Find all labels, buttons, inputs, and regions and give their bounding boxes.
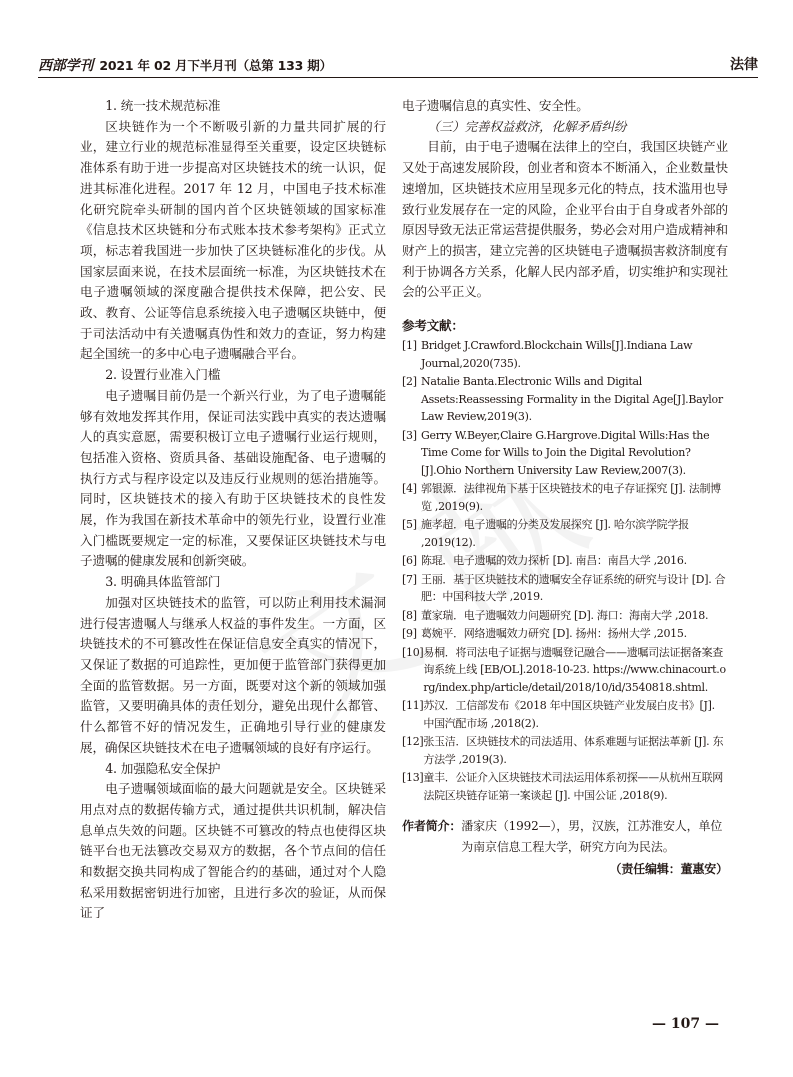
reference-item <box>402 552 728 570</box>
journal-logo: 西部学刊 <box>38 58 94 74</box>
reference-text: Gerry W.Beyer,Claire G.Hargrove.Digital Wills:Has the Time Come for Wills to Join the Digital Revolution?[J].Ohio Northern University Law Review,2007(3). <box>421 428 710 477</box>
references-title: 参考文献： <box>402 318 464 334</box>
reference-number: [1] <box>402 339 417 353</box>
left-column <box>80 96 386 924</box>
running-header <box>38 53 758 77</box>
reference-number: [11] <box>402 699 424 713</box>
responsible-editor: （责任编辑：董惠安） <box>609 862 728 877</box>
reference-number: [10] <box>402 645 424 659</box>
journal-issue-line <box>38 55 332 75</box>
reference-text: 葛婉平．网络遗嘱效力研究 [D]. 扬州：扬州大学 ,2015. <box>421 627 687 641</box>
reference-text: 陈琨．电子遗嘱的效力探析 [D]. 南昌：南昌大学 ,2016. <box>421 554 687 568</box>
reference-item <box>402 625 728 643</box>
reference-text: Natalie Banta.Electronic Wills and Digital Assets:Reassessing Formality in the Digital Age[J].Baylor Law Review,2019(3). <box>421 375 723 424</box>
reference-number: [6] <box>402 554 417 568</box>
reference-number: [8] <box>402 608 417 622</box>
reference-item <box>402 607 728 625</box>
reference-text: 王丽．基于区块链技术的遗嘱安全存证系统的研究与设计 [D]. 合肥：中国科技大学 ,2019. <box>421 572 726 604</box>
reference-text: 张玉洁．区块链技术的司法适用、体系难题与证据法革新 [J]. 东方法学 ,2019(3). <box>423 735 724 766</box>
subheading: 1. 统一技术规范标准 <box>105 98 221 113</box>
reference-number: [13] <box>402 771 424 785</box>
reference-text: Bridget J.Crawford.Blockchain Wills[J].Indiana Law Journal,2020(735). <box>421 339 693 370</box>
subheading: 2. 设置行业准入门槛 <box>105 367 221 383</box>
reference-number: [7] <box>402 572 417 586</box>
reference-item <box>402 644 728 697</box>
reference-text: 苏汉．工信部发布《2018 年中国区块链产业发展白皮书》[J]. 中国汽配市场 ,2018(2). <box>423 699 715 730</box>
author-label: 作者简介： <box>402 819 462 834</box>
paragraph-continued: 电子遗嘱信息的真实性、安全性。 <box>402 98 589 113</box>
reference-text: 童丰．公证介入区块链技术司法运用体系初探——从杭州互联网法院区块链存证第一案谈起 [J]. 中国公证 ,2018(9). <box>423 771 723 802</box>
reference-number: [2] <box>402 375 417 389</box>
section-label: 法律 <box>730 57 758 73</box>
author-bio <box>402 816 728 858</box>
reference-item <box>402 769 728 804</box>
reference-text: 施孝超．电子遗嘱的分类及发展探究 [J]. 哈尔滨学院学报 ,2019(12). <box>421 518 689 549</box>
reference-number: [5] <box>402 518 417 532</box>
reference-number: [12] <box>402 735 424 749</box>
reference-item <box>402 373 728 426</box>
paragraph: 目前，由于电子遗嘱在法律上的空白，我国区块链产业又处于高速发展阶段，创业者和资本不断涌入，企业数量快速增加，区块链技术应用呈现多元化的特点，技术滥用也导致行业发展存在一定的风险，企业平台由于自身或者外部的原因导致无法正常运营提供服务，势必会对用户造成精神和财产上的损害，建立完善的区块链电子遗嘱损害救济制度有利于协调各方关系，化解人民内部矛盾，切实维护和实现社会的公平正义。 <box>402 139 728 300</box>
header-rule <box>38 77 758 78</box>
reference-number: [9] <box>402 627 417 641</box>
subheading: 4. 加强隐私安全保护 <box>105 760 221 776</box>
reference-item <box>402 733 728 768</box>
reference-list <box>402 337 728 804</box>
reference-text: 董家瑞．电子遗嘱效力问题研究 [D]. 海口：海南大学 ,2018. <box>421 608 709 622</box>
reference-item <box>402 337 728 372</box>
reference-item <box>402 480 728 515</box>
right-column <box>402 96 728 879</box>
reference-number: [3] <box>402 428 417 442</box>
author-text: 潘家庆（1992—），男，汉族，江苏淮安人，单位为南京信息工程大学，研究方向为民法。 <box>461 819 723 855</box>
subheading: （三）完善权益救济，化解矛盾纠纷 <box>427 118 627 134</box>
paragraph: 区块链作为一个不断吸引新的力量共同扩展的行业，建立行业的规范标准显得至关重要，设定区块链标准体系有助于进一步提高对区块链技术的统一认识，促进其标准化进程。2017 年 12 月，中国电子技术标准化研究院牵头研制的国内首个区块链领域的国家标准《信息技术区块链和分布式账本技术参考架构》正式立项，标志着我国进一步加快了区块链标准化的步伐。从国家层面来说，在技术层面统一标准，为区块链技术在电子遗嘱领域的深度融合提供技术保障，把公安、民政、教育、公证等信息系统接入电子遗嘱区块链中，便于司法活动中有关遗嘱真伪性和效力的查证，努力构建起全国统一的多中心电子遗嘱融合平台。 <box>80 118 386 362</box>
reference-text: 易桐．将司法电子证据与遗嘱登记融合——遗嘱司法证据备案查询系统上线 [EB/OL].2018-10-23. https://www.chinacourt.org/index.php/article/detail/2018/10/id/3540818.shtml. <box>423 645 726 694</box>
reference-item <box>402 516 728 551</box>
reference-item <box>402 571 728 606</box>
page-number: — 107 — <box>652 1016 719 1032</box>
reference-text: 郭银源．法律视角下基于区块链技术的电子存证探究 [J]. 法制博览 ,2019(9). <box>421 482 721 513</box>
paragraph: 加强对区块链技术的监管，可以防止利用技术漏洞进行侵害遗嘱人与继承人权益的事件发生。一方面，区块链技术的不可篡改性在保证信息安全真实的情况下，又保证了数据的可追踪性，更加便于监管部门获得更加全面的监管数据。另一方面，既要对这个新的领域加强监管，又要明确具体的责任划分，避免出现什么都管、什么都管不好的情况发生，正确地引导行业的健康发展，确保区块链技术在电子遗嘱领域的良好有序运行。 <box>80 594 386 755</box>
paragraph: 电子遗嘱领域面临的最大问题就是安全。区块链采用点对点的数据传输方式，通过提供共识机制，解决信息单点失效的问题。区块链不可篡改的特点也使得区块链平台也无法篡改交易双方的数据，各个节点间的信任和数据交换共同构成了智能合约的基础，通过对个人隐私采用数据密钥进行加密，且进行多次的验证，从而保证了 <box>80 781 386 921</box>
reference-number: [4] <box>402 482 417 496</box>
reference-item <box>402 697 728 732</box>
issue-info: 2021 年 02 月下半月刊（总第 133 期） <box>99 58 332 73</box>
paragraph: 电子遗嘱目前仍是一个新兴行业，为了电子遗嘱能够有效地发挥其作用，保证司法实践中真实的表达遗嘱人的真实意愿，需要积极订立电子遗嘱行业运行规则，包括准入资格、资质具备、基础设施配备、电子遗嘱的执行方式与程序设定以及违反行业规则的惩治措施等。同时，区块链技术的接入有助于区块链技术的良性发展，作为我国在新技术革命中的领先行业，设置行业准入门槛既要规定一定的标准，又要保证区块链技术与电子遗嘱的健康发展和创新突破。 <box>80 387 386 569</box>
subheading: 3. 明确具体监管部门 <box>105 574 221 590</box>
reference-item <box>402 427 728 480</box>
